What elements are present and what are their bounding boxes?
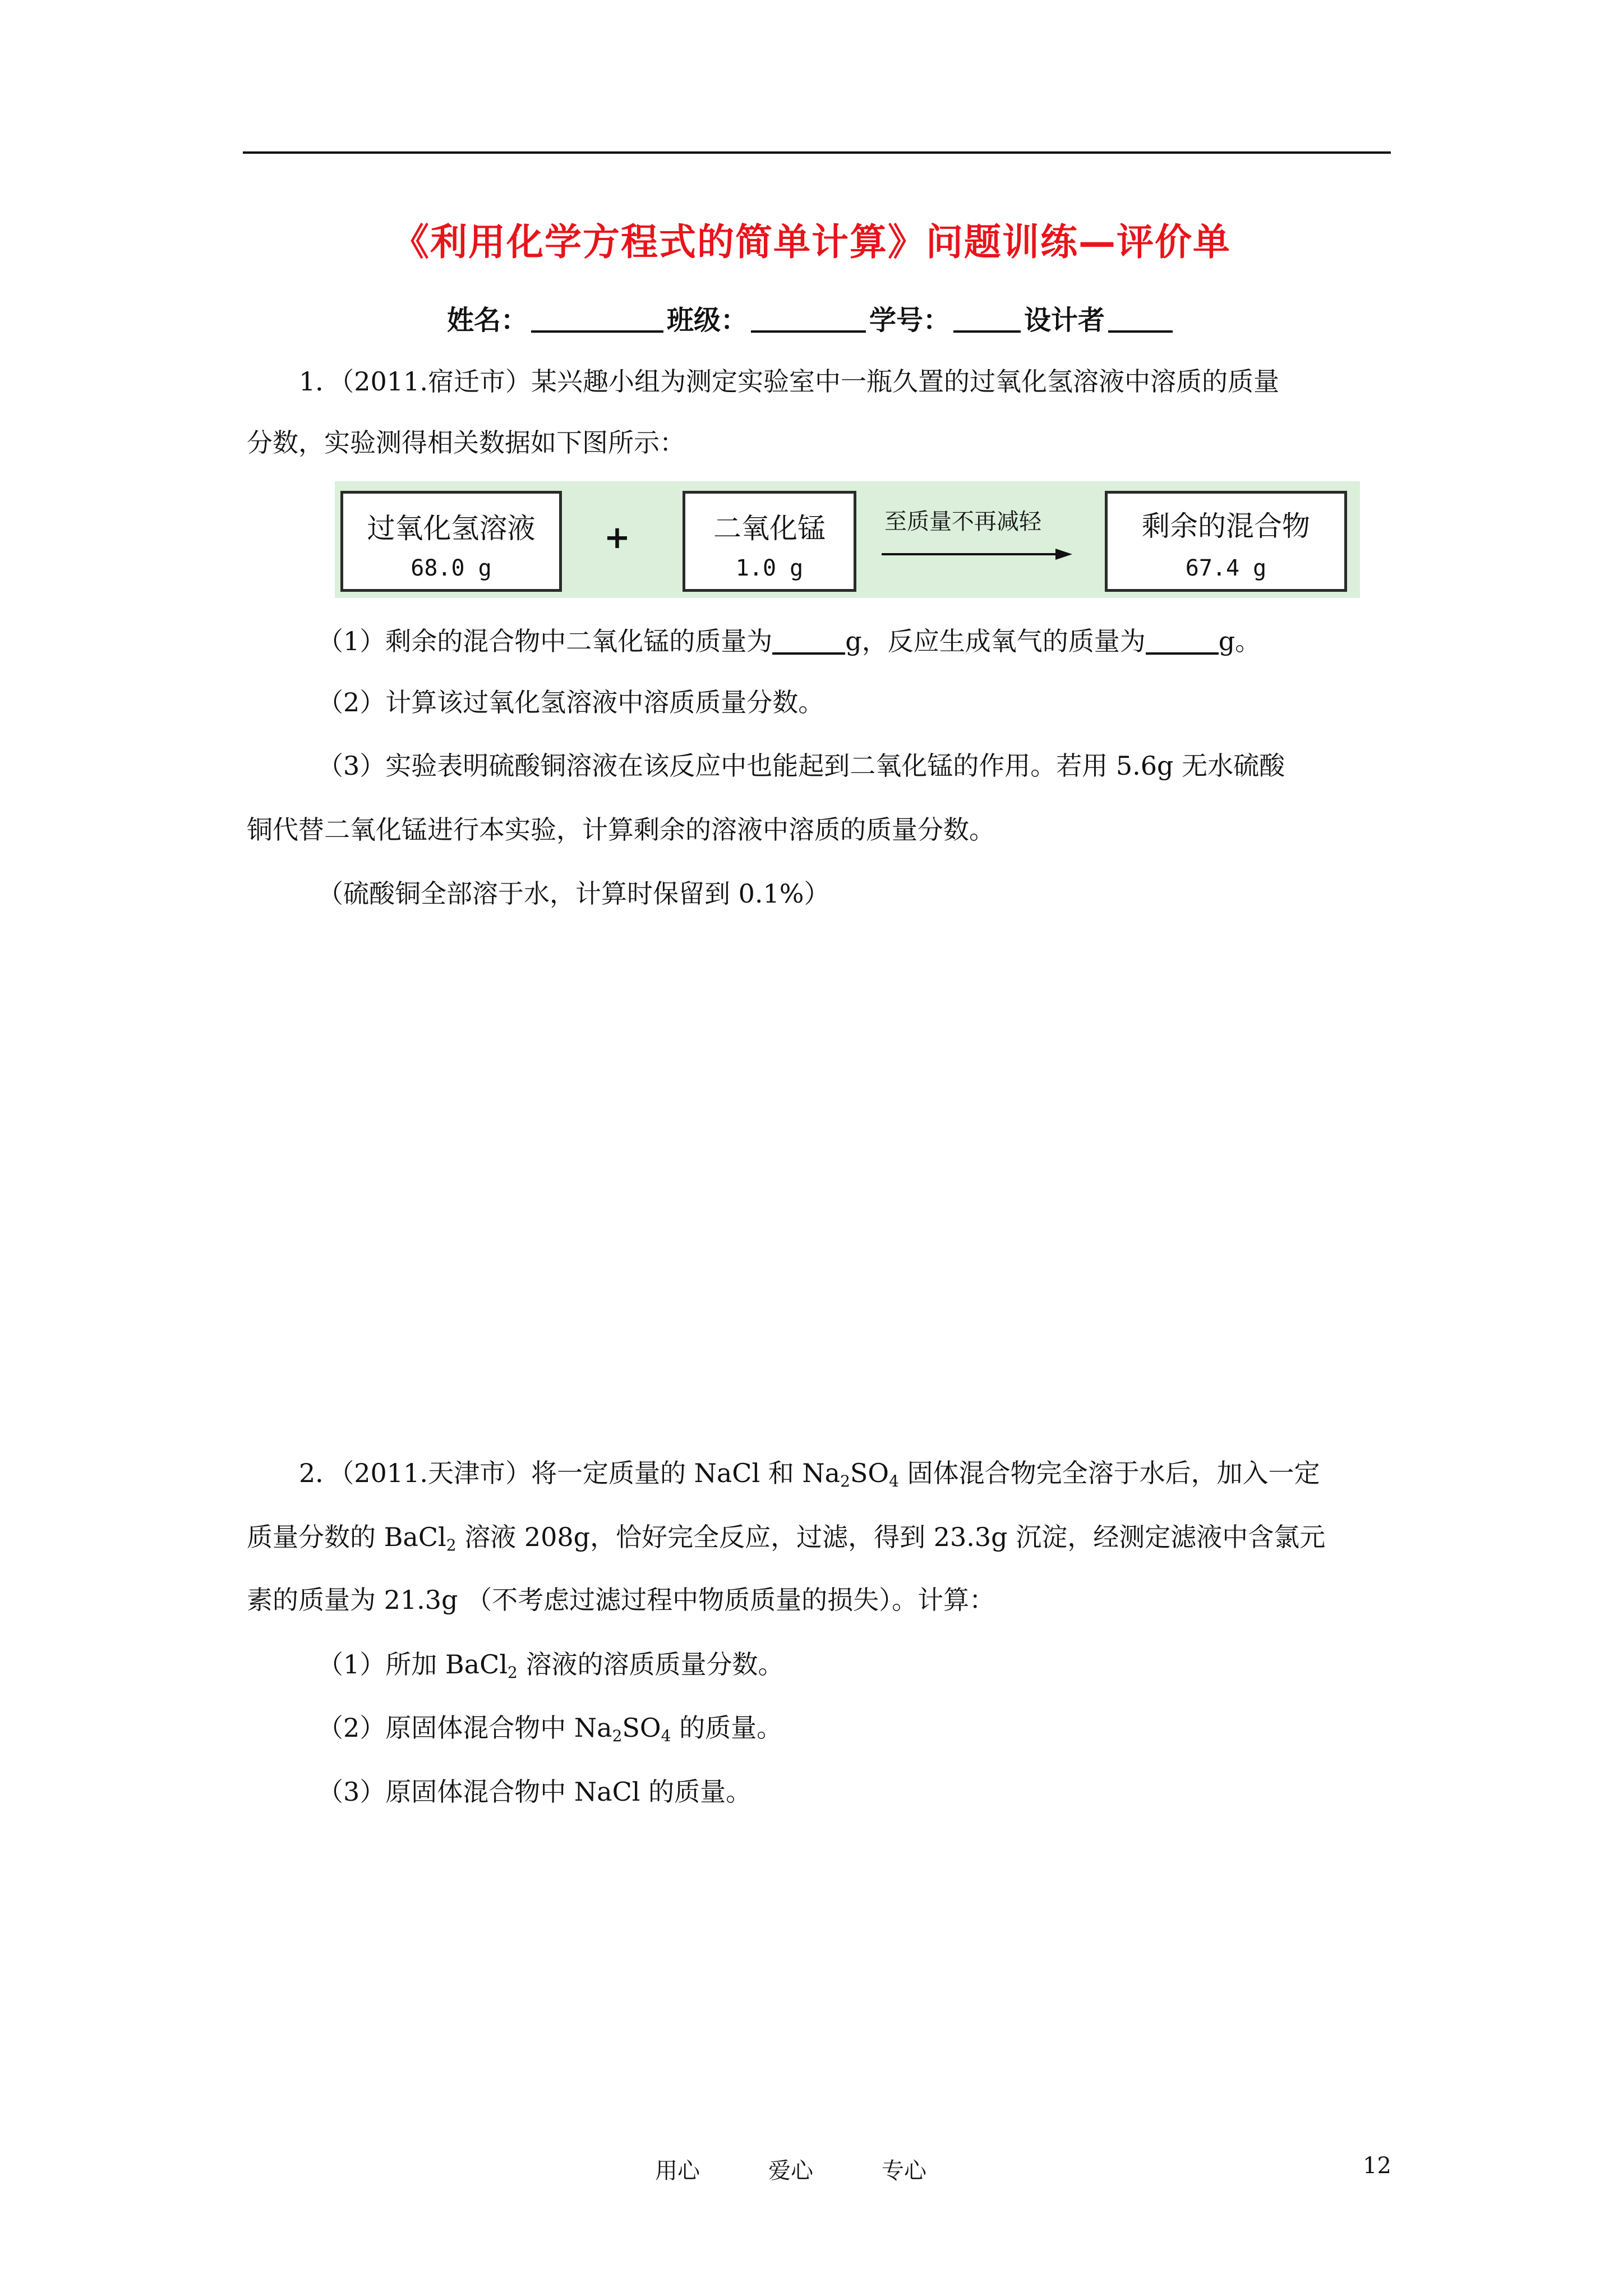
id-label: 学号：	[869, 305, 951, 336]
box1-value: 68.0 g	[411, 555, 492, 581]
header-rule	[243, 151, 1391, 154]
class-blank	[751, 306, 866, 333]
box-remaining-mixture	[1105, 491, 1347, 592]
designer-blank	[1108, 306, 1173, 333]
box1-title: 过氧化氢溶液	[367, 512, 536, 545]
class-label: 班级：	[666, 305, 748, 336]
q2-line3: 素的质量为 21.3g （不考虑过滤过程中物质质量的损失）。计算：	[247, 1585, 995, 1615]
right-arrow-icon	[882, 546, 1072, 563]
reaction-diagram	[335, 481, 1360, 598]
box3-value: 67.4 g	[1185, 555, 1267, 581]
page-number: 12	[1363, 2153, 1391, 2179]
q1-line2: 分数，实验测得相关数据如下图所示：	[247, 427, 685, 458]
q1-note: （硫酸铜全部溶于水，计算时保留到 0.1%）	[317, 878, 830, 909]
answer-blank-oxygen	[1146, 630, 1219, 655]
q1-sub1: （1）剩余的混合物中二氧化锰的质量为 g，反应生成氧气的质量为 g。	[317, 626, 1261, 656]
q2-line2: 质量分数的 BaCl$_2$ 溶液 208g，恰好完全反应，过滤，得到 23.3g 沉淀，经测定滤液中含氯元	[247, 1522, 1326, 1554]
plus-sign: +	[604, 519, 630, 556]
q2-sub1: （1）所加 BaCl$_2$ 溶液的溶质质量分数。	[317, 1649, 784, 1682]
q1-sub3-line2: 铜代替二氧化锰进行本实验，计算剩余的溶液中溶质的质量分数。	[247, 815, 995, 845]
box2-title: 二氧化锰	[713, 512, 826, 545]
name-label: 姓名：	[446, 305, 528, 336]
footer-motto-1: 用心	[655, 2158, 700, 2184]
q1-sub3-line1: （3）实验表明硫酸铜溶液在该反应中也能起到二氧化锰的作用。若用 5.6g 无水硫酸	[317, 751, 1285, 781]
arrow-label: 至质量不再减轻	[884, 509, 1041, 535]
designer-label: 设计者	[1024, 305, 1105, 336]
box-manganese-dioxide	[683, 491, 856, 592]
name-blank	[531, 306, 663, 333]
id-blank	[953, 306, 1021, 333]
answer-blank-mno2	[772, 630, 845, 655]
footer-motto-2: 爱心	[768, 2158, 813, 2184]
page-title: 《利用化学方程式的简单计算》问题训练—评价单	[392, 220, 1231, 264]
q1-sub2: （2）计算该过氧化氢溶液中溶质质量分数。	[317, 687, 824, 717]
box-hydrogen-peroxide	[340, 491, 562, 592]
student-info-line	[0, 298, 1623, 337]
q1-line1: 1．（2011.宿迁市）某兴趣小组为测定实验室中一瓶久置的过氧化氢溶液中溶质的质量	[299, 366, 1279, 397]
box2-value: 1.0 g	[735, 555, 804, 581]
q2-line1: 2．（2011.天津市）将一定质量的 NaCl 和 $Na_2SO_4$ 固体混合物完全溶于水后，加入一定	[299, 1458, 1320, 1490]
q2-sub2: （2）原固体混合物中 $Na_2SO_4$ 的质量。	[317, 1713, 783, 1745]
footer-motto-3: 专心	[882, 2158, 926, 2184]
box3-title: 剩余的混合物	[1142, 510, 1310, 542]
q2-sub3: （3）原固体混合物中 NaCl 的质量。	[317, 1777, 752, 1807]
